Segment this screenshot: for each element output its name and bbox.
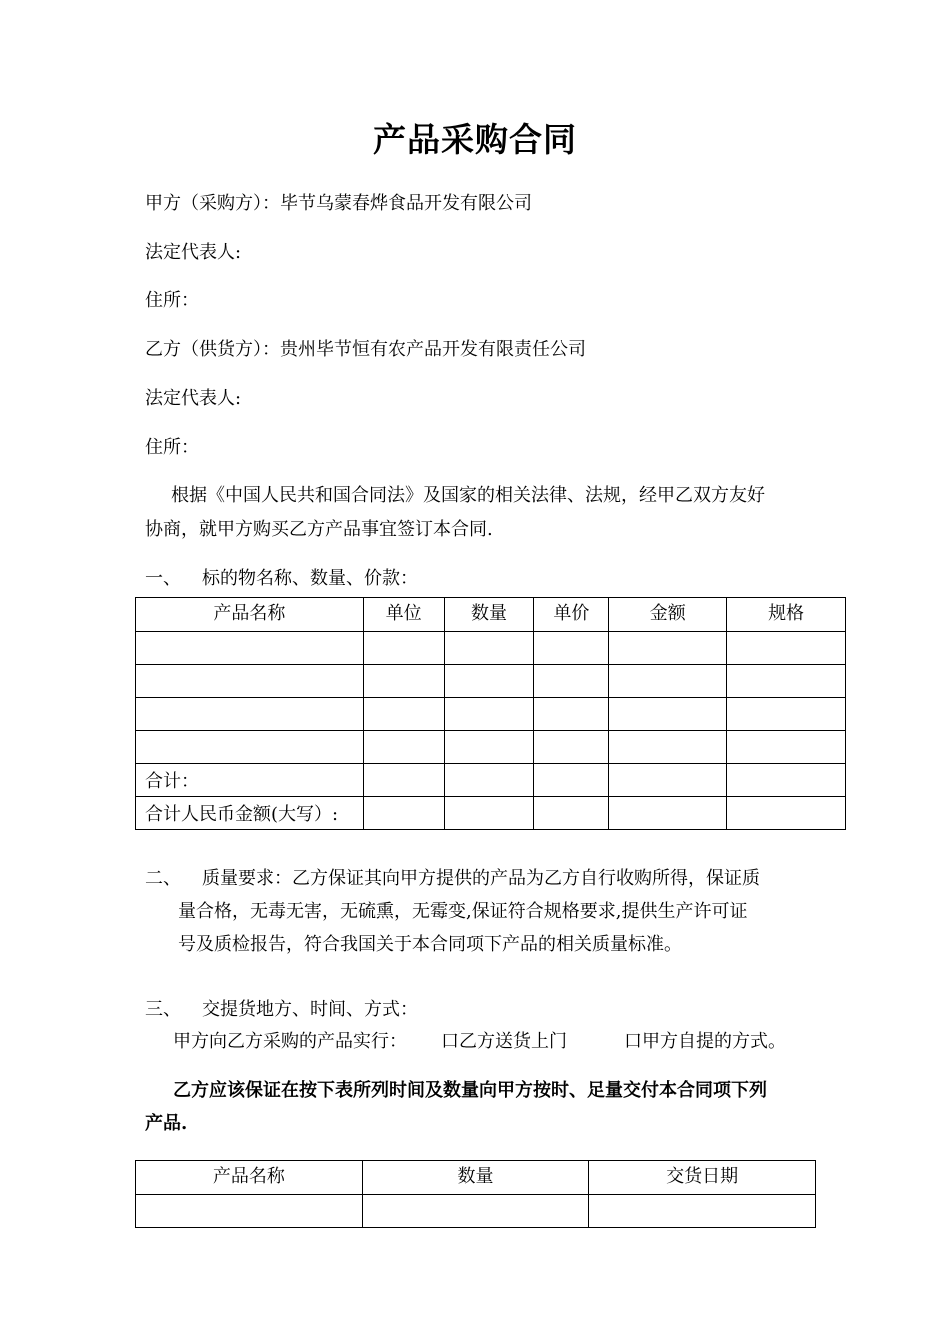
table-row	[136, 1195, 816, 1228]
party-b-address: 住所：	[145, 437, 199, 458]
col-header-product-name: 产品名称	[136, 1161, 363, 1195]
section-1-heading	[145, 567, 418, 591]
table-row	[136, 632, 846, 665]
delivery-guarantee-line-2: 产品.	[145, 1113, 188, 1134]
items-table	[135, 597, 846, 830]
intro-line-1: 根据《中国人民共和国合同法》及国家的相关法律、法规，经甲乙双方友好	[171, 485, 765, 506]
party-a-representative: 法定代表人:	[145, 242, 242, 263]
table-row	[136, 698, 846, 731]
total-rmb-row	[136, 797, 846, 830]
section-3-number: 三、	[145, 999, 181, 1020]
table-row	[136, 665, 846, 698]
option-buyer-pickup[interactable]: 口甲方自提的方式。	[624, 1031, 786, 1052]
section-2-line-2: 量合格，无毒无害，无硫熏，无霉变,保证符合规格要求,提供生产许可证	[178, 901, 748, 922]
col-header-delivery-date: 交货日期	[589, 1161, 816, 1195]
section-2-line-1: 二、 质量要求：乙方保证其向甲方提供的产品为乙方自行收购所得，保证质	[145, 868, 760, 889]
section-3-title: 交提货地方、时间、方式：	[202, 999, 418, 1020]
party-a-name: 甲方（采购方）：毕节乌蒙春烨食品开发有限公司	[145, 193, 532, 214]
total-rmb-label: 合计人民币金额(大写）:	[136, 797, 364, 830]
delivery-table	[135, 1160, 816, 1228]
option-supplier-delivery[interactable]: 口乙方送货上门	[441, 1031, 567, 1052]
col-header-product-name: 产品名称	[136, 598, 364, 632]
section-3-heading	[145, 998, 418, 1022]
section-2-number: 二、	[145, 868, 181, 889]
col-header-unit: 单位	[363, 598, 444, 632]
delivery-method-line: 甲方向乙方采购的产品实行：	[173, 1031, 407, 1052]
document-title: 产品采购合同	[373, 120, 577, 159]
col-header-quantity: 数量	[444, 598, 534, 632]
party-b-name: 乙方（供货方）：贵州毕节恒有农产品开发有限责任公司	[145, 339, 586, 360]
col-header-spec: 规格	[727, 598, 846, 632]
section-1-number: 一、	[145, 568, 181, 589]
total-row	[136, 764, 846, 797]
col-header-quantity: 数量	[362, 1161, 589, 1195]
col-header-unit-price: 单价	[534, 598, 609, 632]
table-row	[136, 731, 846, 764]
section-1-title: 标的物名称、数量、价款：	[202, 568, 418, 589]
delivery-table-header-row	[136, 1161, 816, 1195]
delivery-guarantee-line-1: 乙方应该保证在按下表所列时间及数量向甲方按时、足量交付本合同项下列	[173, 1080, 767, 1101]
party-b-representative: 法定代表人:	[145, 388, 242, 409]
section-2-line-3: 号及质检报告，符合我国关于本合同项下产品的相关质量标准。	[178, 934, 682, 955]
total-label: 合计：	[136, 764, 364, 797]
items-table-header-row	[136, 598, 846, 632]
intro-line-2: 协商，就甲方购买乙方产品事宜签订本合同.	[145, 519, 493, 540]
party-a-address: 住所：	[145, 290, 199, 311]
col-header-amount: 金额	[609, 598, 727, 632]
